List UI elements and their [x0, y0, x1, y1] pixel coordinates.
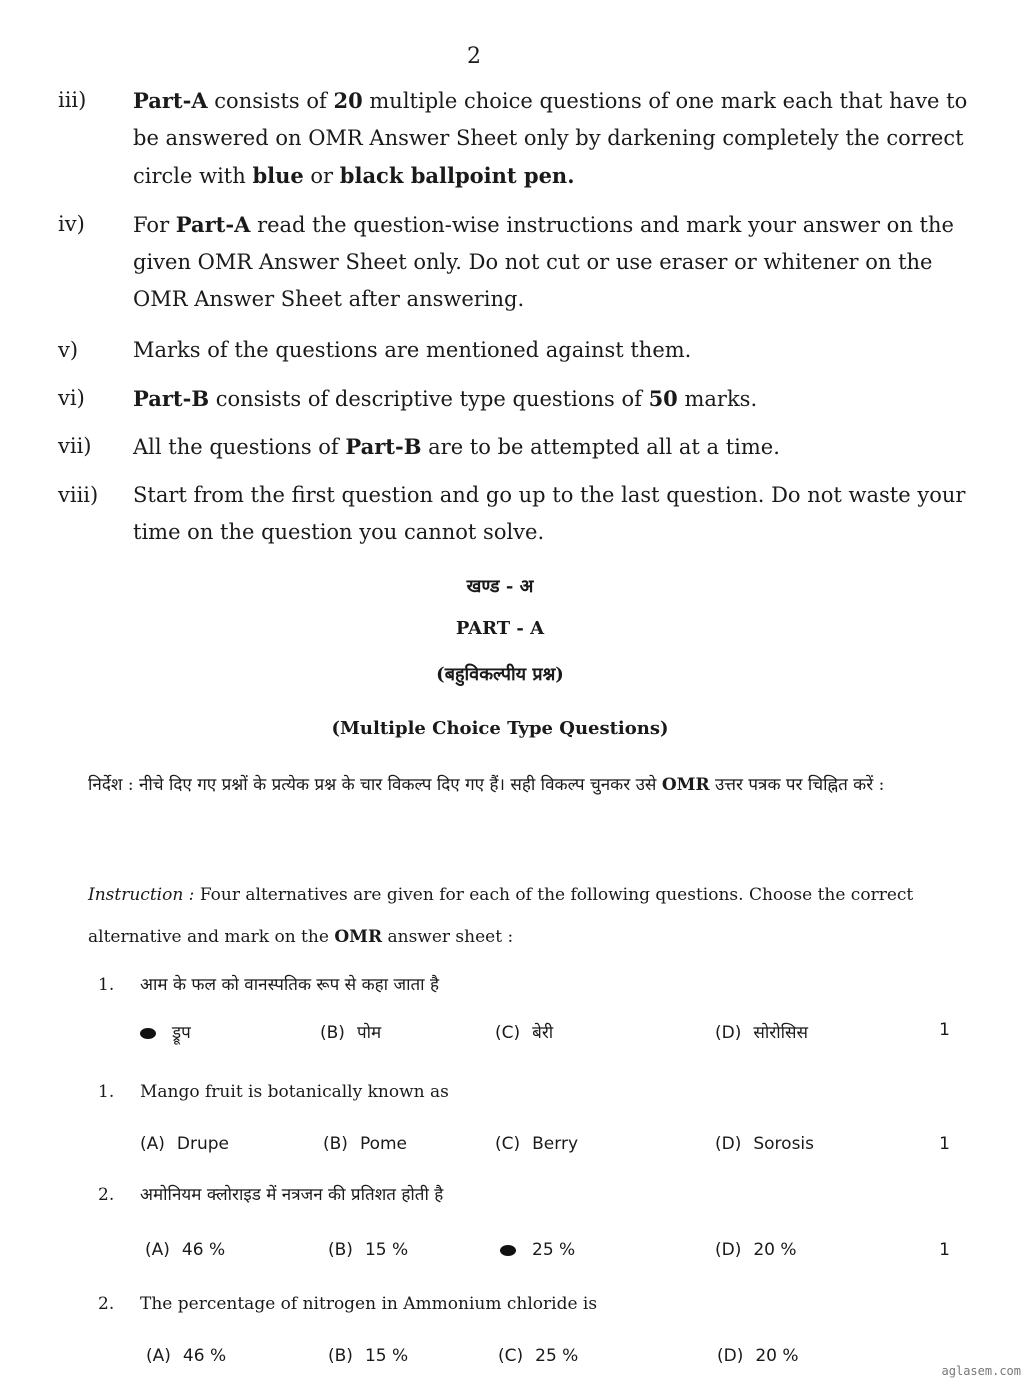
option-c[interactable]: (C) Berry	[495, 1134, 579, 1154]
option-b[interactable]: (B) 15 %	[328, 1346, 409, 1366]
page-number: 2	[467, 44, 481, 69]
option-a[interactable]: (A) 46 %	[146, 1346, 227, 1366]
instruction-text: Part-B consists of descriptive type questions of 50 marks.	[133, 386, 758, 411]
hindi-instruction: निर्देश : नीचे दिए गए प्रश्नों के प्रत्येक प्रश्न के चार विकल्प दिए गए हैं। सही विकल्प चुनकर उसे OMR उत्तर पत्रक पर चिह्नित करें :	[88, 775, 885, 795]
section-hindi-subtitle: (बहुविकल्पीय प्रश्न)	[436, 664, 564, 685]
instruction-viii	[58, 477, 978, 551]
section-subtitle: (Multiple Choice Type Questions)	[331, 718, 669, 739]
option-c[interactable]: (C) 25 %	[498, 1346, 579, 1366]
option-c[interactable]: (C) बेरी	[495, 1023, 554, 1043]
instruction-text: All the questions of Part-B are to be attempted all at a time.	[133, 434, 780, 459]
question-2-hindi-options	[140, 1240, 950, 1270]
instruction-vi	[58, 380, 978, 418]
option-a[interactable]: (A) Drupe	[140, 1134, 230, 1154]
instruction-number: iv)	[58, 212, 85, 236]
question-1-english-options	[140, 1134, 950, 1164]
marks: 1	[939, 1240, 950, 1260]
marks: 1	[939, 1134, 950, 1154]
option-d[interactable]: (D) Sorosis	[715, 1134, 815, 1154]
option-b[interactable]: (B) Pome	[323, 1134, 408, 1154]
instruction-text: Marks of the questions are mentioned against them.	[133, 338, 692, 362]
question-1-english: 1. Mango fruit is botanically known as	[98, 1082, 449, 1102]
instruction-text: Part-A consists of 20 multiple choice questions of one mark each that have to be answered on OMR Answer Sheet only by darkening completely the correct circle with blue or black ballpoint pen.	[133, 88, 968, 188]
option-d[interactable]: (D) 20 %	[715, 1240, 797, 1260]
instruction-text: For Part-A read the question-wise instructions and mark your answer on the given OMR Answer Sheet only. Do not cut or use eraser or whitener on the OMR Answer Sheet after answering.	[133, 212, 954, 311]
option-b[interactable]: (B) 15 %	[328, 1240, 409, 1260]
option-a[interactable]: ड्रूप	[140, 1020, 191, 1043]
watermark: aglasem.com	[941, 1364, 1021, 1378]
section-title: PART - A	[455, 618, 545, 639]
section-hindi-title: खण्ड - अ	[466, 576, 534, 597]
question-1-hindi: 1. आम के फल को वानस्पतिक रूप से कहा जाता है	[98, 975, 440, 995]
question-1-hindi-options	[140, 1020, 950, 1050]
instruction-number: v)	[58, 338, 79, 362]
instruction-number: iii)	[58, 88, 87, 112]
question-2-hindi: 2. अमोनियम क्लोराइड में नत्रजन की प्रतिशत होती है	[98, 1185, 444, 1205]
question-2-english-options	[140, 1346, 950, 1376]
filled-bubble-icon	[500, 1245, 516, 1256]
option-b[interactable]: (B) पोम	[320, 1023, 382, 1043]
instruction-text: Start from the first question and go up to the last question. Do not waste your time on the question you cannot solve.	[133, 483, 966, 544]
instruction-v	[58, 332, 978, 369]
instruction-iv	[58, 206, 978, 318]
instruction-number: vii)	[58, 434, 92, 458]
instruction-iii	[58, 82, 978, 195]
instruction-vii	[58, 428, 978, 466]
marks: 1	[939, 1020, 950, 1040]
instruction-number: viii)	[58, 483, 99, 507]
option-c[interactable]: 25 %	[500, 1240, 575, 1260]
english-instruction: Instruction : Four alternatives are given for each of the following questions. Choose the correct alternative and mark on the OMR answer sheet :	[88, 885, 914, 947]
filled-bubble-icon	[140, 1028, 156, 1039]
option-d[interactable]: (D) 20 %	[717, 1346, 799, 1366]
option-d[interactable]: (D) सोरोसिस	[715, 1023, 808, 1043]
question-2-english: 2. The percentage of nitrogen in Ammonium chloride is	[98, 1294, 598, 1314]
instruction-number: vi)	[58, 386, 85, 410]
option-a[interactable]: (A) 46 %	[145, 1240, 226, 1260]
